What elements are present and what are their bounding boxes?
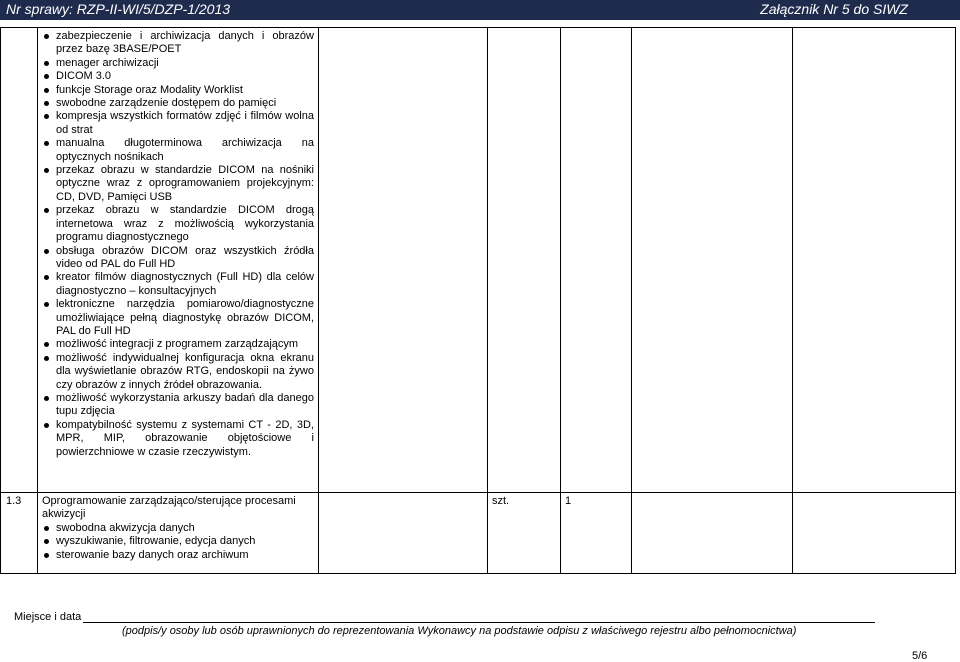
list-item: sterowanie bazy danych oraz archiwum <box>42 549 314 562</box>
empty-cell <box>793 28 956 493</box>
feature-list <box>42 522 314 562</box>
place-date-label: Miejsce i data <box>14 611 82 623</box>
footer-place-date <box>14 611 875 623</box>
list-item: możliwość wykorzystania arkuszy badań dla danego tupu zdjęcia <box>42 392 314 419</box>
list-item: możliwość integracji z programem zarządzającym <box>42 338 314 351</box>
list-item: manualna długoterminowa archiwizacja na optycznych nośnikach <box>42 137 314 164</box>
empty-cell <box>632 28 793 493</box>
empty-cell <box>488 28 561 493</box>
row-number-cell <box>1 28 38 493</box>
row-number-cell: 1.3 <box>1 493 38 574</box>
list-item: DICOM 3.0 <box>42 70 314 83</box>
document-header <box>0 0 960 20</box>
description-cell <box>38 28 319 493</box>
signature-line <box>83 611 875 623</box>
list-item: kreator filmów diagnostycznych (Full HD) dla celów diagnostyczno – konsultacyjnych <box>42 271 314 298</box>
list-item: przekaz obrazu w standardzie DICOM drogą internetowa wraz z możliwością wykorzystania programu diagnostycznego <box>42 204 314 244</box>
empty-cell <box>632 493 793 574</box>
list-item: kompatybilność systemu z systemami CT - 2D, 3D, MPR, MIP, obrazowanie objętościowe i powierzchniowe w czasie rzeczywistym. <box>42 419 314 459</box>
description-cell <box>38 493 319 574</box>
feature-list <box>42 30 314 459</box>
section-title: Oprogramowanie zarządzająco/sterujące procesami akwizycji <box>42 495 296 521</box>
list-item: wyszukiwanie, filtrowanie, edycja danych <box>42 535 314 548</box>
list-item: obsługa obrazów DICOM oraz wszystkich źródła video od PAL do Full HD <box>42 245 314 272</box>
table-row <box>1 28 956 493</box>
specification-table <box>0 27 956 574</box>
page-number: 5/6 <box>912 650 928 662</box>
list-item: swobodna akwizycja danych <box>42 522 314 535</box>
empty-cell <box>319 28 488 493</box>
attachment-label: Załącznik Nr 5 do SIWZ <box>760 1 908 17</box>
signature-note: (podpis/y osoby lub osób uprawnionych do reprezentowania Wykonawcy na podstawie odpisu z właściwego rejestru albo pełnomocnictwa) <box>122 625 797 637</box>
unit-cell: szt. <box>488 493 561 574</box>
list-item: lektroniczne narzędzia pomiarowo/diagnostyczne umożliwiające pełną diagnostykę obrazów DICOM, PAL do Full HD <box>42 298 314 338</box>
list-item: menager archiwizacji <box>42 57 314 70</box>
list-item: zabezpieczenie i archiwizacja danych i obrazów przez bazę 3BASE/POET <box>42 30 314 57</box>
list-item: przekaz obrazu w standardzie DICOM na nośniki optyczne wraz z oprogramowaniem projekcyjnym: CD, DVD, Pamięci USB <box>42 164 314 204</box>
list-item: kompresja wszystkich formatów zdjęć i filmów wolna od strat <box>42 110 314 137</box>
table-row <box>1 493 956 574</box>
list-item: funkcje Storage oraz Modality Worklist <box>42 84 314 97</box>
list-item: swobodne zarządzenie dostępem do pamięci <box>42 97 314 110</box>
empty-cell <box>561 28 632 493</box>
empty-cell <box>793 493 956 574</box>
case-number: Nr sprawy: RZP-II-WI/5/DZP-1/2013 <box>6 1 231 17</box>
quantity-cell: 1 <box>561 493 632 574</box>
empty-cell <box>319 493 488 574</box>
list-item: możliwość indywidualnej konfiguracja okna ekranu dla wyświetlanie obrazów RTG, endoskopii na żywo czy obrazów z innych źródeł obrazowania. <box>42 352 314 392</box>
